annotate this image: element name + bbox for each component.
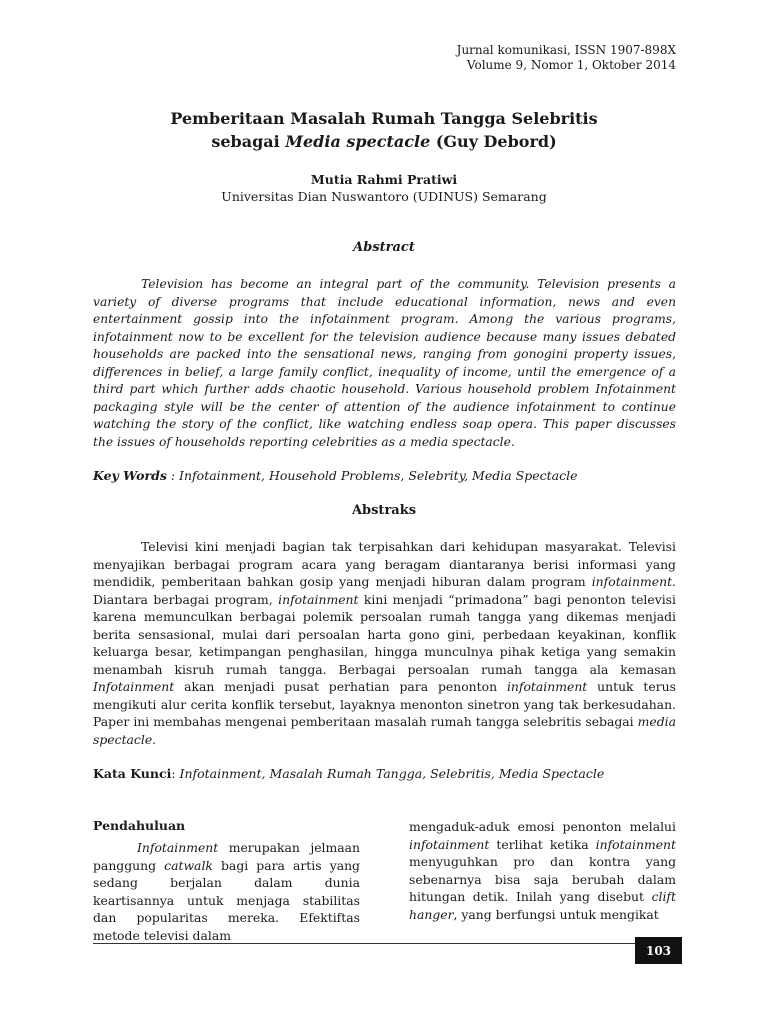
title-line-2 xyxy=(0,130,768,153)
keywords-english-label: Key Words xyxy=(93,468,167,483)
intro-text-part: bagi para artis yang sedang berjalan dalam dunia keartisannya untuk menjaga stabilitas dan popularitas mereka. Efektiftas metode televisi dalam xyxy=(93,857,360,943)
abstraks-text-part: untuk terus mengikuti alur cerita konflik tersebut, layaknya menonton sinetron yang tak berkesudahan. Paper ini membahas mengenai pemberitaan masalah rumah tangga selebritis sebagai xyxy=(93,679,676,729)
intro-italic-term: clift hanger xyxy=(409,889,676,922)
intro-right-text xyxy=(409,818,676,923)
keywords-english-list: : Infotainment, Household Problems, Selebrity, Media Spectacle xyxy=(166,468,578,483)
keywords-indonesian-label: Kata Kunci xyxy=(93,766,172,781)
intro-right-column xyxy=(409,818,676,923)
keywords-indonesian-list: Infotainment, Masalah Rumah Tangga, Selebritis, Media Spectacle xyxy=(179,766,605,781)
title-line-2-post: (Guy Debord) xyxy=(430,132,557,151)
abstraks-italic-term: media spectacle xyxy=(93,714,676,747)
intro-text-part: , yang berfungsi untuk mengikat xyxy=(453,906,659,922)
intro-text-part: merupakan jelmaan panggung xyxy=(93,840,360,873)
abstraks-text-part: Televisi kini menjadi bagian tak terpisahkan dari kehidupan masyarakat. Televisi menyajikan berbagai program acara yang beragam diantaranya berisi informasi yang mendidik, pemberitaan bahkan gosip yang menjadi hiburan dalam program xyxy=(93,539,676,589)
journal-issn: Jurnal komunikasi, ISSN 1907-898X xyxy=(456,43,676,57)
abstract-english-text: Television has become an integral part of the community. Television presents a variety of diverse programs that include educational information, news and even entertainment gossip into the infotainment program. Among the various programs, infotainment now to be excellent for the television audience because many issues debated households are packed into the sensational news, ranging from gonogini property issues, differences in belief, a large family conflict, inequality of income, until the emergence of a third part which further adds chaotic household. Various household problem Infotainment packaging style will be the center of attention of the audience infotainment to continue watching the story of the conflict, like watching endless soap opera. This paper discusses the issues of households reporting celebrities as a media spectacle. xyxy=(93,277,676,449)
page-number: 103 xyxy=(635,937,682,964)
title-line-1: Pemberitaan Masalah Rumah Tangga Selebritis xyxy=(170,109,598,128)
abstraks-text-part: . Diantara berbagai program, xyxy=(93,574,676,607)
abstraks-italic-term: infotainment xyxy=(278,591,359,607)
intro-text-part: menyuguhkan pro dan kontra yang sebenarnya bisa saja berubah dalam hitungan detik. Inilah yang disebut xyxy=(409,854,676,904)
journal-volume: Volume 9, Nomor 1, Oktober 2014 xyxy=(466,57,676,72)
abstraks-text-part: kini menjadi “primadona” bagi penonton televisi karena memunculkan berbagai polemik persoalan rumah tangga yang dikemas menjadi berita sensasional, mulai dari persoalan harta gono gini, perbedaan keyakinan, konflik keluarga besar, ketimpangan penghasilan, hingga munculnya pihak ketiga yang semakin menambah kisruh rumah tangga. Berbagai persoalan rumah tangga ala kemasan xyxy=(93,591,676,677)
intro-italic-term: infotainment xyxy=(409,836,490,852)
section-heading-pendahuluan: Pendahuluan xyxy=(93,818,186,833)
keywords-indonesian xyxy=(93,766,676,781)
footer-rule xyxy=(93,943,635,944)
abstraks-italic-term: Infotainment xyxy=(93,679,175,694)
intro-italic-term: infotainment xyxy=(595,836,676,852)
abstract-heading: Abstract xyxy=(353,240,415,255)
abstraks-text-part: . xyxy=(152,731,157,747)
intro-italic-term: catwalk xyxy=(164,857,213,873)
title-line-2-pre: sebagai xyxy=(211,132,286,151)
intro-italic-term: Infotainment xyxy=(137,840,219,855)
abstract-indonesian-text xyxy=(93,538,676,748)
author-name: Mutia Rahmi Pratiwi xyxy=(310,172,458,187)
intro-text-part: mengaduk-aduk emosi penonton melalui xyxy=(409,819,676,834)
paper-title xyxy=(0,107,768,153)
keywords-indonesian-colon: : xyxy=(171,766,180,781)
title-line-2-italic: Media spectacle xyxy=(285,132,431,151)
abstraks-italic-term: infotainment xyxy=(591,574,673,589)
keywords-english xyxy=(93,468,676,483)
intro-left-column xyxy=(93,818,360,944)
abstraks-italic-term: infotainment xyxy=(506,679,588,694)
intro-left-text xyxy=(93,839,360,944)
abstraks-text-part: akan menjadi pusat perhatian para penonton xyxy=(174,679,507,694)
intro-text-part: terlihat ketika xyxy=(489,836,596,852)
author-affiliation: Universitas Dian Nuswantoro (UDINUS) Semarang xyxy=(221,189,547,204)
journal-header xyxy=(457,43,676,72)
abstraks-heading: Abstraks xyxy=(351,503,417,518)
